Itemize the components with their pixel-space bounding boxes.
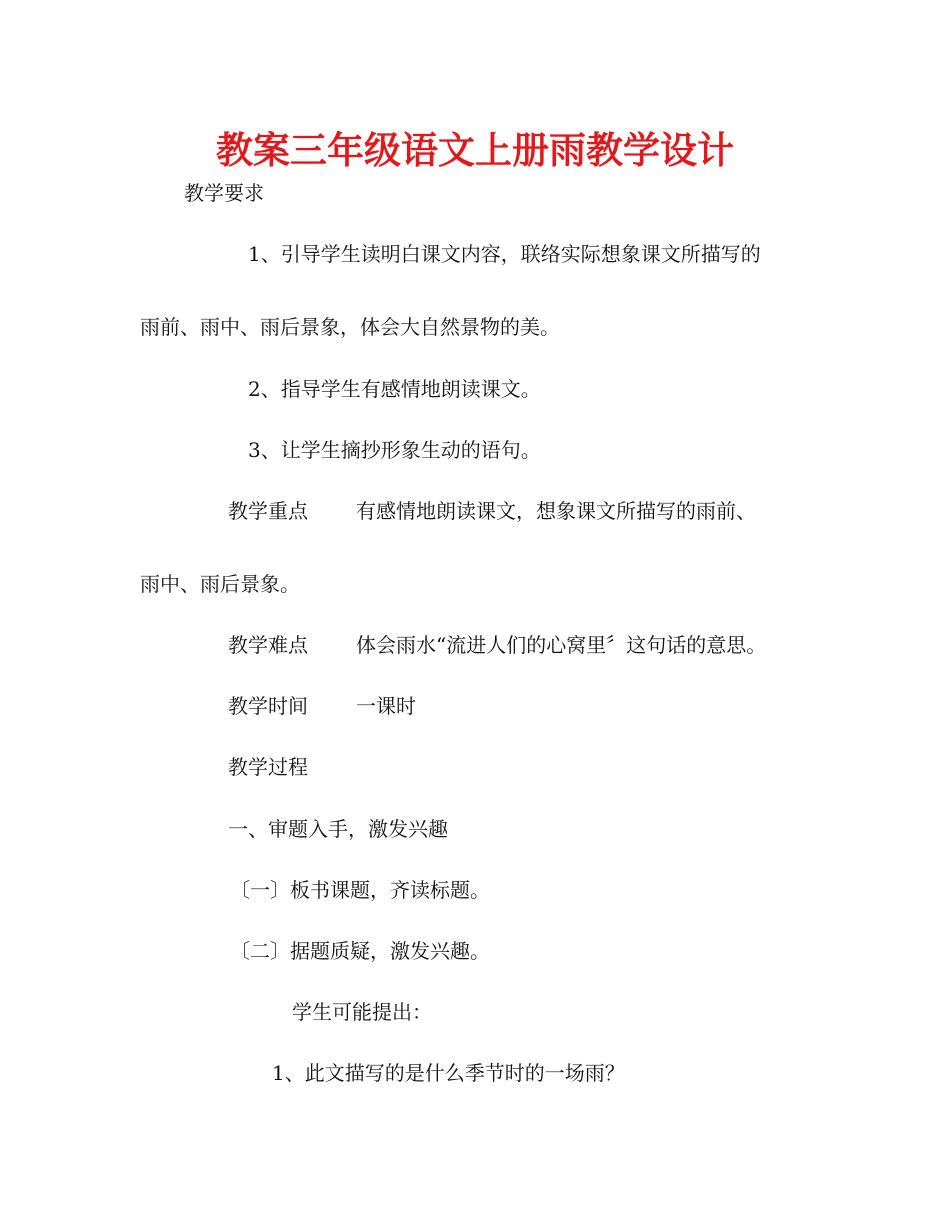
step-1-sub-2: 〔二〕据题质疑，激发兴趣。 bbox=[230, 939, 490, 963]
question-1: 1、此文描写的是什么季节时的一场雨？ bbox=[272, 1061, 625, 1085]
process-heading: 教学过程 bbox=[228, 755, 308, 779]
teaching-focus-line-2: 雨中、雨后景象。 bbox=[140, 572, 300, 596]
teaching-difficulty-text: 体会雨水“流进人们的心窝里〞这句话的意思。 bbox=[356, 633, 767, 657]
teaching-focus-label: 教学重点 bbox=[228, 499, 308, 523]
teaching-focus-text: 有感情地朗读课文，想象课文所描写的雨前、 bbox=[356, 499, 756, 523]
teaching-difficulty bbox=[228, 631, 766, 659]
page-title: 教案三年级语文上册雨教学设计 bbox=[216, 129, 734, 172]
step-1-heading: 一、审题入手，激发兴趣 bbox=[228, 817, 448, 841]
requirement-2: 2、指导学生有感情地朗读课文。 bbox=[248, 377, 541, 401]
teaching-focus bbox=[228, 497, 756, 525]
step-1-sub-1: 〔一〕板书课题，齐读标题。 bbox=[230, 878, 490, 902]
teaching-time bbox=[228, 692, 416, 720]
teaching-time-label: 教学时间 bbox=[228, 694, 308, 718]
requirement-1-line-2: 雨前、雨中、雨后景象，体会大自然景物的美。 bbox=[140, 315, 560, 339]
requirement-3: 3、让学生摘抄形象生动的语句。 bbox=[248, 438, 541, 462]
requirements-heading: 教学要求 bbox=[184, 181, 264, 205]
teaching-difficulty-label: 教学难点 bbox=[228, 633, 308, 657]
students-may-ask: 学生可能提出： bbox=[292, 1000, 432, 1024]
teaching-time-text: 一课时 bbox=[356, 694, 416, 718]
requirement-1-line-1: 1、引导学生读明白课文内容，联络实际想象课文所描写的 bbox=[248, 242, 761, 266]
